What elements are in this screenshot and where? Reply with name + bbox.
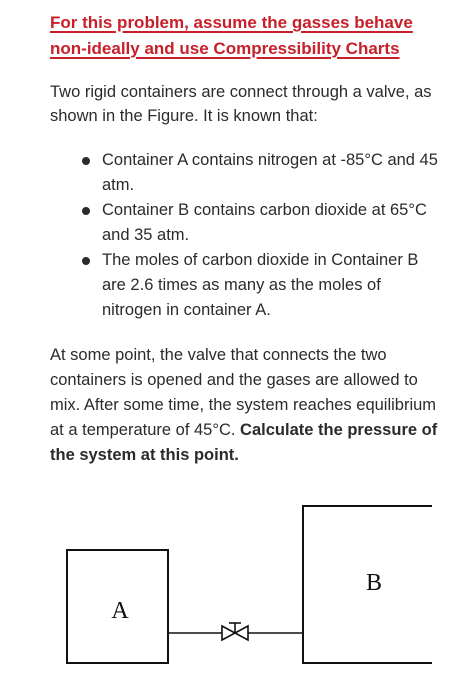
container-a-label: A [111,598,129,624]
question-emphasis: Calculate the pressure of the system at this point. [50,421,438,464]
problem-header [50,10,430,62]
condition-text: Container A contains nitrogen at -85°C and 45 atm. [102,151,438,194]
containers-figure [0,490,458,690]
condition-text: Container B contains carbon dioxide at 65°C and 35 atm. [102,201,427,244]
valve-icon [222,623,248,640]
bullet-icon [82,257,90,265]
list-item [0,148,458,198]
list-item [0,198,458,248]
bullet-icon [82,207,90,215]
bullet-icon [82,157,90,165]
question-paragraph [50,343,442,468]
list-item [0,248,458,323]
header-line-2: non-ideally and use Compressibility Charts [50,39,400,58]
condition-text: The moles of carbon dioxide in Container B are 2.6 times as many as the moles of nitrogen in container A. [102,251,419,319]
header-line-1: For this problem, assume the gasses behave [50,13,413,32]
intro-paragraph: Two rigid containers are connect through a valve, as shown in the Figure. It is known that: [50,83,432,125]
container-b-label: B [365,570,383,596]
question-text: At some point, the valve that connects the two containers is opened and the gases are allowed to mix. After some time, the system reaches equilibrium at a temperature of 45°C. [50,346,437,439]
conditions-list [0,148,458,323]
